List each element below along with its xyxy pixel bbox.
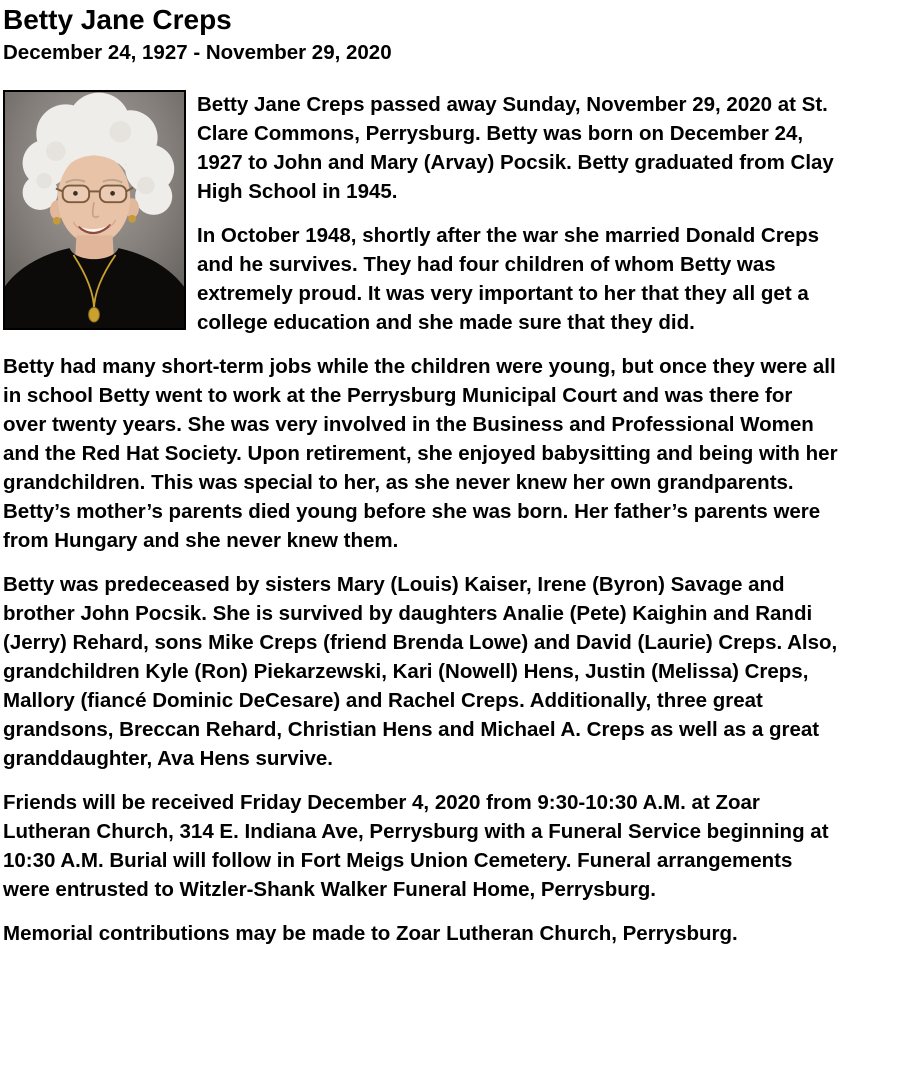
obituary-paragraph-3: Betty had many short-term jobs while the children were young, but once they were all in school Betty went to work at the Perrysburg Municipal Court and was there for over twenty years. She was very involved in the Business and Professional Women and the Red Hat Society. Upon retirement, she enjoyed babysitting and being with her grandchildren. This was special to her, as she never knew her own grandparents. Betty’s mother’s parents died young before she was born. Her father’s parents were from Hungary and she never knew them. [3,355,838,552]
page-title: Betty Jane Creps [3,4,232,35]
obituary-body [3,90,838,948]
portrait-photo [3,90,186,330]
obituary-paragraph-5: Friends will be received Friday December 4, 2020 from 9:30-10:30 A.M. at Zoar Lutheran Church, 314 E. Indiana Ave, Perrysburg with a Funeral Service beginning at 10:30 A.M. Burial will follow in Fort Meigs Union Cemetery. Funeral arrangements were entrusted to Witzler-Shank Walker Funeral Home, Perrysburg. [3,791,829,901]
obituary-paragraph-4: Betty was predeceased by sisters Mary (Louis) Kaiser, Irene (Byron) Savage and brother John Pocsik. She is survived by daughters Analie (Pete) Kaighin and Randi (Jerry) Rehard, sons Mike Creps (friend Brenda Lowe) and David (Laurie) Creps. Also, grandchildren Kyle (Ron) Piekarzewski, Kari (Nowell) Hens, Justin (Melissa) Creps, Mallory (fiancé Dominic DeCesare) and Rachel Creps. Additionally, three great grandsons, Breccan Rehard, Christian Hens and Michael A. Creps as well as a great granddaughter, Ava Hens survive. [3,573,838,770]
obituary-paragraph-1: Betty Jane Creps passed away Sunday, November 29, 2020 at St. Clare Commons, Perrysburg. Betty was born on December 24, 1927 to John and Mary (Arvay) Pocsik. Betty graduated from Clay High School in 1945. [197,93,834,203]
obituary-paragraph-2: In October 1948, shortly after the war she married Donald Creps and he survives. They had four children of whom Betty was extremely proud. It was very important to her that they all get a college education and she made sure that they did. [197,224,820,334]
life-dates: December 24, 1927 - November 29, 2020 [3,41,392,64]
obituary-paragraph-6: Memorial contributions may be made to Zoar Lutheran Church, Perrysburg. [3,922,738,945]
portrait-image [5,92,184,328]
